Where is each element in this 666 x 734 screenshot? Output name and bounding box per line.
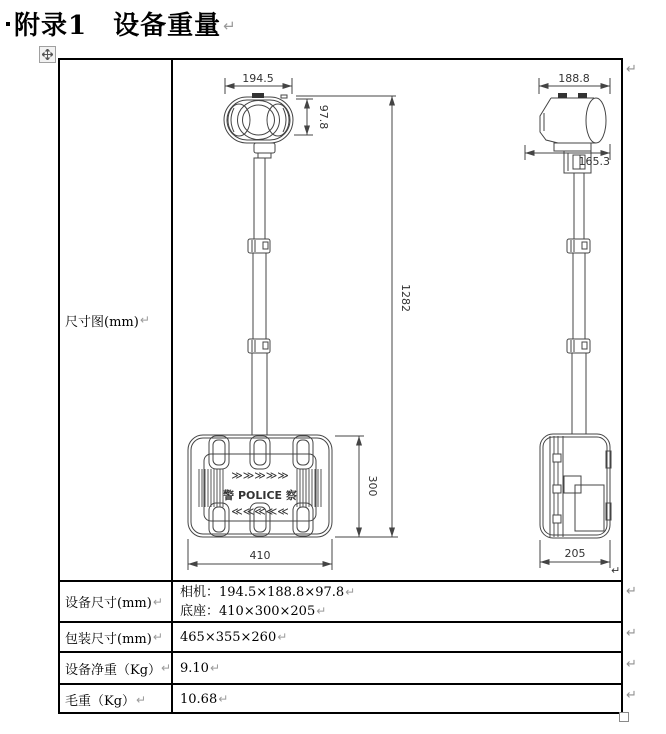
row-label: 包装尺寸(mm) xyxy=(65,631,152,647)
dim-base-width: 410 xyxy=(249,549,271,562)
net-weight: 9.10 xyxy=(180,660,209,676)
row-label-cell[interactable] xyxy=(60,60,173,580)
dim-camera-height: 97.8 xyxy=(317,104,330,130)
table-row xyxy=(60,651,621,683)
row-value-cell[interactable] xyxy=(173,685,621,714)
title-name: 设备重量 xyxy=(113,11,222,41)
cell-end-mark: ↵ xyxy=(611,564,621,577)
table-move-handle[interactable] xyxy=(39,46,56,63)
row-value-cell[interactable] xyxy=(173,623,621,651)
cell-end-mark: ↵ xyxy=(277,629,288,644)
row-label: 毛重（Kg） xyxy=(65,694,136,709)
row-end-mark: ↵ xyxy=(626,657,637,672)
table-move-icon xyxy=(42,49,53,60)
device-size-camera: 相机：194.5×188.8×97.8 xyxy=(180,584,345,600)
row-label: 设备尺寸(mm) xyxy=(65,596,152,611)
base-chevrons-right: ≫≫≫≫≫ xyxy=(231,469,289,482)
dim-mount-depth: 165.3 xyxy=(578,155,610,168)
cell-end-mark: ↵ xyxy=(218,692,229,706)
table-row xyxy=(60,621,621,651)
row-value-cell[interactable] xyxy=(173,582,621,621)
table-row xyxy=(60,683,621,714)
packing-size: 465×355×260 xyxy=(180,629,277,645)
row-label: 尺寸图(mm) xyxy=(65,314,139,330)
dim-base-height: 300 xyxy=(366,475,379,497)
gross-weight: 10.68 xyxy=(180,692,218,707)
page-title xyxy=(14,5,237,42)
row-label-cell[interactable] xyxy=(60,685,173,714)
row-label-cell[interactable] xyxy=(60,623,173,651)
dim-total-height: 1282 xyxy=(399,284,412,312)
device-size-base: 底座：410×300×205 xyxy=(180,603,316,619)
title-prefix: 附录1 xyxy=(14,11,88,41)
dim-base-depth: 205 xyxy=(564,547,586,560)
table-resize-handle[interactable] xyxy=(619,712,629,722)
dim-camera-depth: 188.8 xyxy=(558,72,590,85)
row-end-mark: ↵ xyxy=(626,584,637,599)
base-police-label: 警 POLICE 察 xyxy=(223,489,297,502)
dim-camera-width: 194.5 xyxy=(242,72,274,85)
row-end-mark: ↵ xyxy=(626,626,637,641)
cell-end-mark: ↵ xyxy=(160,661,171,675)
cell-end-mark: ↵ xyxy=(136,692,147,707)
cell-end-mark: ↵ xyxy=(152,594,163,609)
row-label: 设备净重（Kg） xyxy=(65,662,162,678)
line-end-mark: ↵ xyxy=(345,584,356,599)
cell-end-mark: ↵ xyxy=(152,630,163,644)
paragraph-mark: ↵ xyxy=(223,17,237,35)
row-value-cell[interactable] xyxy=(173,653,621,683)
cell-end-mark: ↵ xyxy=(209,660,221,675)
drawing-cell[interactable] xyxy=(173,60,621,580)
base-chevrons-left: ≪≪≪≪≪ xyxy=(231,505,289,518)
table-row xyxy=(60,60,621,580)
cell-end-mark: ↵ xyxy=(316,603,327,618)
row-label-cell[interactable] xyxy=(60,653,173,683)
row-label-cell[interactable] xyxy=(60,582,173,621)
row-end-mark: ↵ xyxy=(626,688,637,703)
dimension-drawing xyxy=(173,60,625,580)
spec-table xyxy=(58,58,623,714)
table-row xyxy=(60,580,621,621)
heading-outline-mark xyxy=(6,22,10,26)
row-end-mark: ↵ xyxy=(626,62,637,77)
cell-end-mark: ↵ xyxy=(139,313,150,327)
